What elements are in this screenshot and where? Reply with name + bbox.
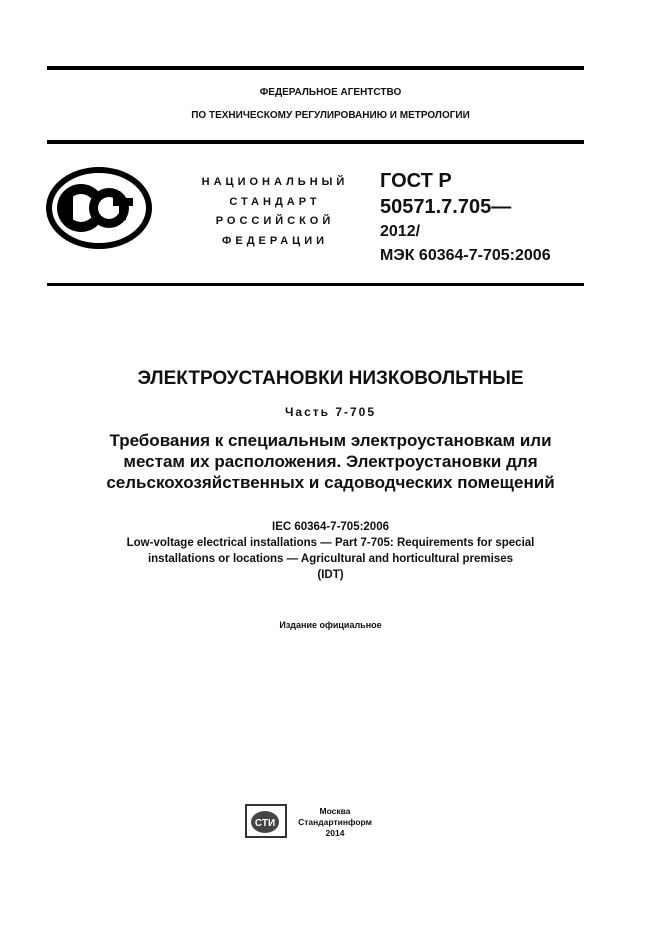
document-subtitle <box>0 430 661 493</box>
iec-line: installations or locations — Agricultural and horticultural premises <box>147 553 514 565</box>
gost-designation <box>380 168 551 268</box>
publication-year: 2014 <box>325 828 345 838</box>
publisher-name: Стандартинформ <box>298 817 372 827</box>
document-title: ЭЛЕКТРОУСТАНОВКИ НИЗКОВОЛЬТНЫЕ <box>137 368 524 389</box>
svg-text:СТИ: СТИ <box>254 818 276 829</box>
label-line: СТАНДАРТ <box>229 195 321 208</box>
gost-line-1: ГОСТ Р <box>380 170 452 192</box>
subtitle-line: местам их расположения. Электроустановки для <box>123 452 538 471</box>
top-rule <box>47 66 584 70</box>
national-standard-label <box>185 173 365 251</box>
iec-line: (IDT) <box>317 569 344 581</box>
iec-line: IEC 60364-7-705:2006 <box>272 521 389 533</box>
gost-r-logo <box>45 166 153 250</box>
bottom-header-rule <box>47 283 584 286</box>
header-rule <box>47 140 584 144</box>
publisher-block <box>295 806 375 839</box>
gost-line-2: 50571.7.705— <box>380 196 512 218</box>
subtitle-line: сельскохозяйственных и садоводческих помещений <box>106 473 555 492</box>
agency-line-2: ПО ТЕХНИЧЕСКОМУ РЕГУЛИРОВАНИЮ И МЕТРОЛОГИИ <box>191 110 470 121</box>
publisher-city: Москва <box>319 806 351 816</box>
standartinform-logo <box>245 804 287 838</box>
agency-line-1: ФЕДЕРАЛЬНОЕ АГЕНТСТВО <box>259 87 402 98</box>
iec-line: Low-voltage electrical installations — Part 7-705: Requirements for special <box>126 537 535 549</box>
gost-line-3: 2012/ <box>380 223 421 240</box>
label-line: РОССИЙСКОЙ <box>215 215 335 227</box>
gost-line-4: МЭК 60364-7-705:2006 <box>380 247 551 264</box>
edition-label: Издание официальное <box>279 620 382 630</box>
subtitle-line: Требования к специальным электроустановкам или <box>109 431 552 450</box>
document-part: Часть 7-705 <box>284 405 377 419</box>
iec-reference <box>0 519 661 583</box>
label-line: НАЦИОНАЛЬНЫЙ <box>201 176 349 188</box>
label-line: ФЕДЕРАЦИИ <box>221 234 329 247</box>
